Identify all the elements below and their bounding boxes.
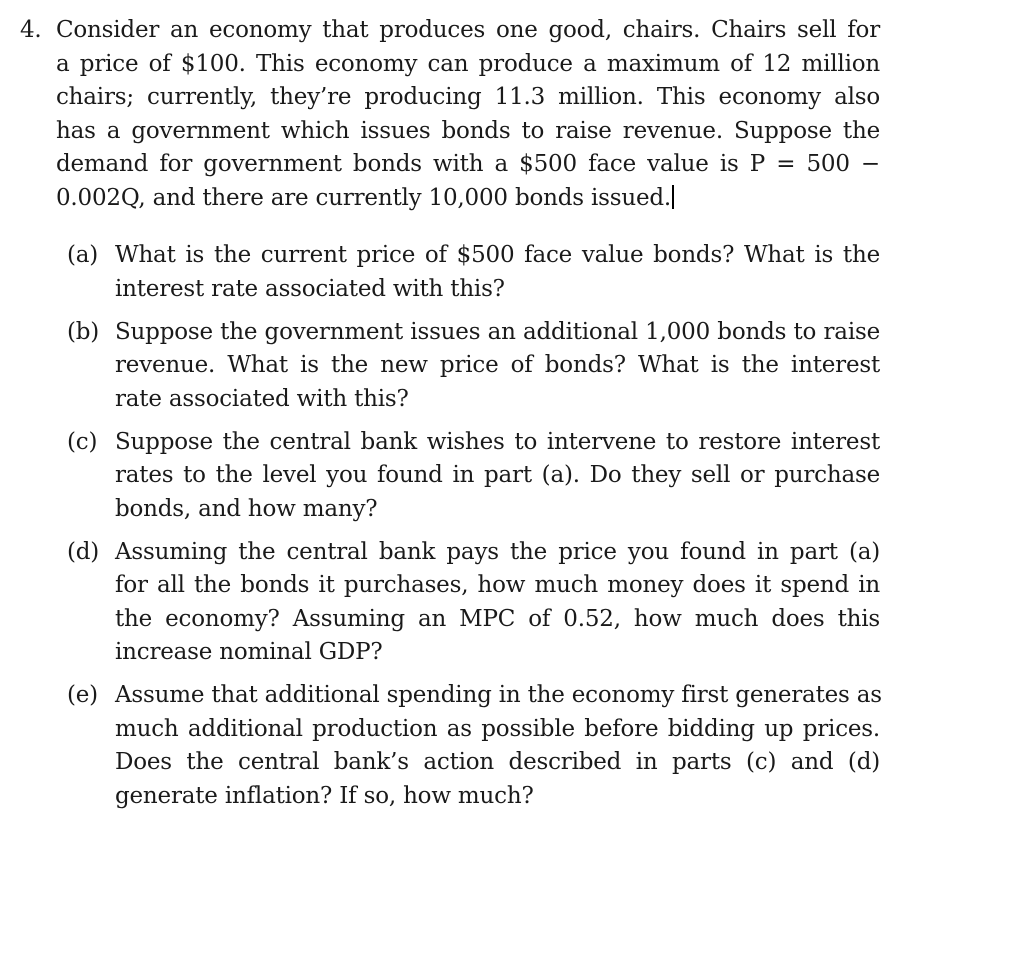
stem-line-last bbox=[56, 182, 880, 216]
part-line: for all the bonds it purchases, how much money does it spend in bbox=[115, 572, 880, 598]
stem-line-text: 0.002Q, and there are currently 10,000 bonds issued. bbox=[56, 184, 671, 211]
part-line: rates to the level you found in part (a). Do they sell or purchase bbox=[115, 462, 880, 488]
part-d bbox=[56, 536, 880, 670]
part-line: generate inflation? If so, how much? bbox=[115, 782, 534, 809]
part-line: interest rate associated with this? bbox=[115, 275, 505, 302]
part-line: Suppose the central bank wishes to intervene to restore interest bbox=[115, 428, 880, 455]
part-line: bonds, and how many? bbox=[115, 495, 378, 522]
part-label: (e) bbox=[67, 682, 98, 708]
part-label: (b) bbox=[67, 318, 100, 345]
part-line: Suppose the government issues an additional 1,000 bonds to raise bbox=[115, 318, 880, 345]
stem-line: Consider an economy that produces one good, chairs. Chairs sell for bbox=[56, 17, 880, 43]
stem-line: demand for government bonds with a $500 face value is P = 500 − bbox=[56, 151, 880, 177]
part-line: increase nominal GDP? bbox=[115, 639, 383, 665]
problem-stem bbox=[20, 14, 880, 215]
part-b bbox=[56, 316, 880, 417]
part-line: Assuming the central bank pays the price you found in part (a) bbox=[115, 538, 880, 565]
part-label: (a) bbox=[67, 242, 99, 268]
text-cursor bbox=[672, 185, 674, 209]
part-label: (c) bbox=[67, 428, 98, 455]
stem-line: has a government which issues bonds to raise revenue. Suppose the bbox=[56, 117, 880, 144]
part-c bbox=[56, 426, 880, 527]
part-label: (d) bbox=[67, 538, 100, 565]
part-e bbox=[56, 679, 880, 813]
part-line: the economy? Assuming an MPC of 0.52, how much does this bbox=[115, 605, 880, 632]
part-line: What is the current price of $500 face value bonds? What is the bbox=[115, 242, 880, 268]
stem-line: a price of $100. This economy can produce a maximum of 12 million bbox=[56, 50, 880, 77]
part-line: Does the central bank’s action described in parts (c) and (d) bbox=[115, 749, 880, 775]
part-line: rate associated with this? bbox=[115, 385, 409, 412]
part-line: revenue. What is the new price of bonds? What is the interest bbox=[115, 352, 880, 378]
part-a bbox=[56, 239, 880, 306]
sub-questions bbox=[20, 239, 880, 813]
part-line: Assume that additional spending in the economy first generates as bbox=[115, 682, 882, 708]
stem-line: chairs; currently, they’re producing 11.3 million. This economy also bbox=[56, 84, 880, 110]
part-line: much additional production as possible before bidding up prices. bbox=[115, 715, 880, 742]
problem-number: 4. bbox=[20, 17, 42, 43]
problem-4 bbox=[20, 14, 880, 823]
